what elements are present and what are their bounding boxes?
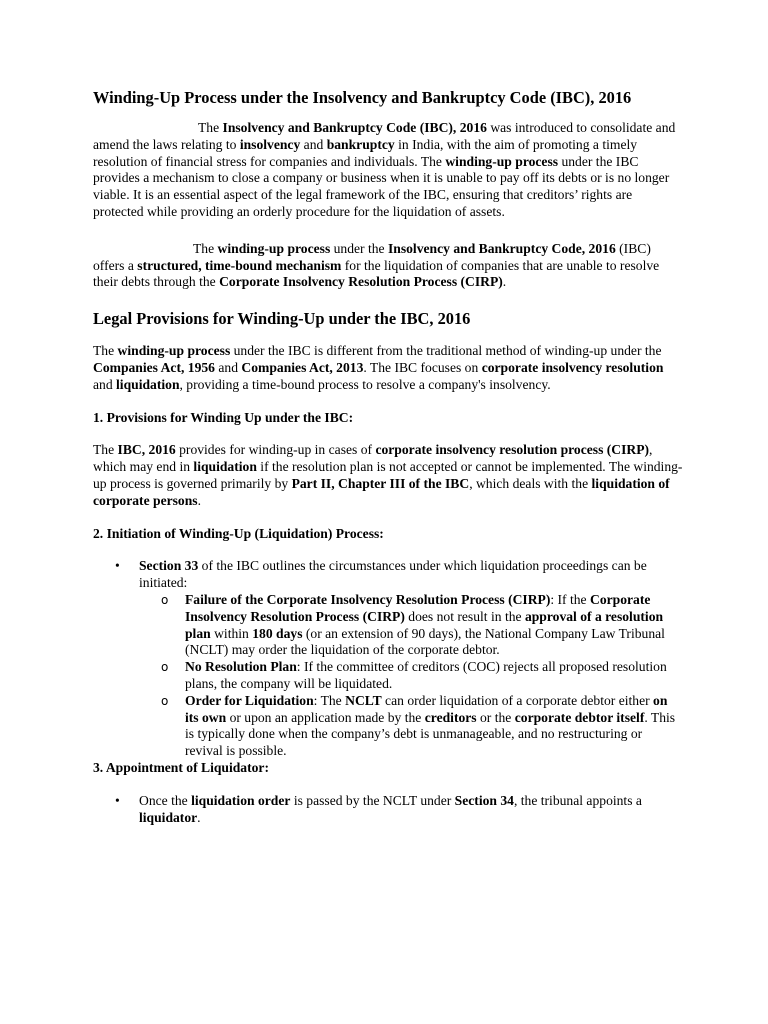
provisions-paragraph: The IBC, 2016 provides for winding-up in cases of corporate insolvency resolution process (CIRP), which may end in liquidation if the resolution plan is not accepted or cannot be implemented. The winding-up process is governed primarily by Part II, Chapter III of the IBC, which deals with the liquidation of corporate persons.	[93, 442, 683, 508]
sublist-item-text: No Resolution Plan: If the committee of creditors (COC) rejects all proposed resolution plans, the company will be liquidated.	[185, 659, 667, 691]
subheading-liquidator: 3. Appointment of Liquidator:	[93, 759, 269, 775]
bullet-icon: •	[115, 792, 120, 808]
intro-paragraph-2: The winding-up process under the Insolvency and Bankruptcy Code, 2016 (IBC) offers a structured, time-bound mechanism for the liquidation of companies that are unable to resolve their debts through the Corporate Insolvency Resolution Process (CIRP).	[93, 240, 660, 290]
circle-bullet-icon: o	[161, 592, 169, 607]
list-item-text: Section 33 of the IBC outlines the circumstances under which liquidation proceedings can be initiated:	[139, 558, 647, 591]
section-heading-legal-provisions: Legal Provisions for Winding-Up under the IBC, 2016	[93, 309, 471, 329]
sublist-item-cirp-failure	[161, 591, 683, 659]
intro-paragraph-1: The Insolvency and Bankruptcy Code (IBC), 2016 was introduced to consolidate and amend the laws relating to insolvency and bankruptcy in India, with the aim of promoting a timely resolution of financial stress for companies and individuals. The winding-up process under the IBC provides a mechanism to close a company or business when it is unable to pay off its debts or is no longer viable. It is an essential aspect of the legal framework of the IBC, ensuring that creditors’ rights are protected while providing an orderly procedure for the liquidation of assets.	[93, 120, 676, 219]
legal-provisions-paragraph: The winding-up process under the IBC is different from the traditional method of winding-up under the Companies Act, 1956 and Companies Act, 2013. The IBC focuses on corporate insolvency resolution and liquidation, providing a time-bound process to resolve a company's insolvency.	[93, 343, 664, 392]
subheading-provisions: 1. Provisions for Winding Up under the IBC:	[93, 409, 354, 425]
list-item-section-33	[115, 558, 683, 760]
document-title: Winding-Up Process under the Insolvency and Bankruptcy Code (IBC), 2016	[93, 88, 632, 107]
bullet-icon: •	[115, 558, 120, 574]
liquidator-list	[93, 793, 683, 827]
initiation-sublist	[139, 592, 683, 760]
subheading-initiation: 2. Initiation of Winding-Up (Liquidation) Process:	[93, 525, 384, 541]
sublist-item-order-for-liquidation	[161, 692, 683, 760]
circle-bullet-icon: o	[161, 660, 169, 675]
sublist-item-no-resolution-plan	[161, 659, 683, 693]
list-item-liquidation-order	[115, 792, 683, 827]
sublist-item-text: Failure of the Corporate Insolvency Resolution Process (CIRP): If the Corporate Insolvency Resolution Process (CIRP) does not result in the approval of a resolution plan within 180 days (or an extension of 90 days), the National Company Law Tribunal (NCLT) may order the liquidation of the corporate debtor.	[185, 591, 665, 658]
initiation-list	[93, 558, 683, 760]
document-body	[93, 88, 683, 826]
circle-bullet-icon: o	[161, 693, 169, 708]
sublist-item-text: Order for Liquidation: The NCLT can order liquidation of a corporate debtor either on its own or upon an application made by the creditors or the corporate debtor itself. This is typically done when the company’s debt is unmanageable, and no restructuring or revival is possible.	[185, 692, 676, 759]
list-item-text: Once the liquidation order is passed by the NCLT under Section 34, the tribunal appoints a liquidator.	[139, 792, 642, 825]
